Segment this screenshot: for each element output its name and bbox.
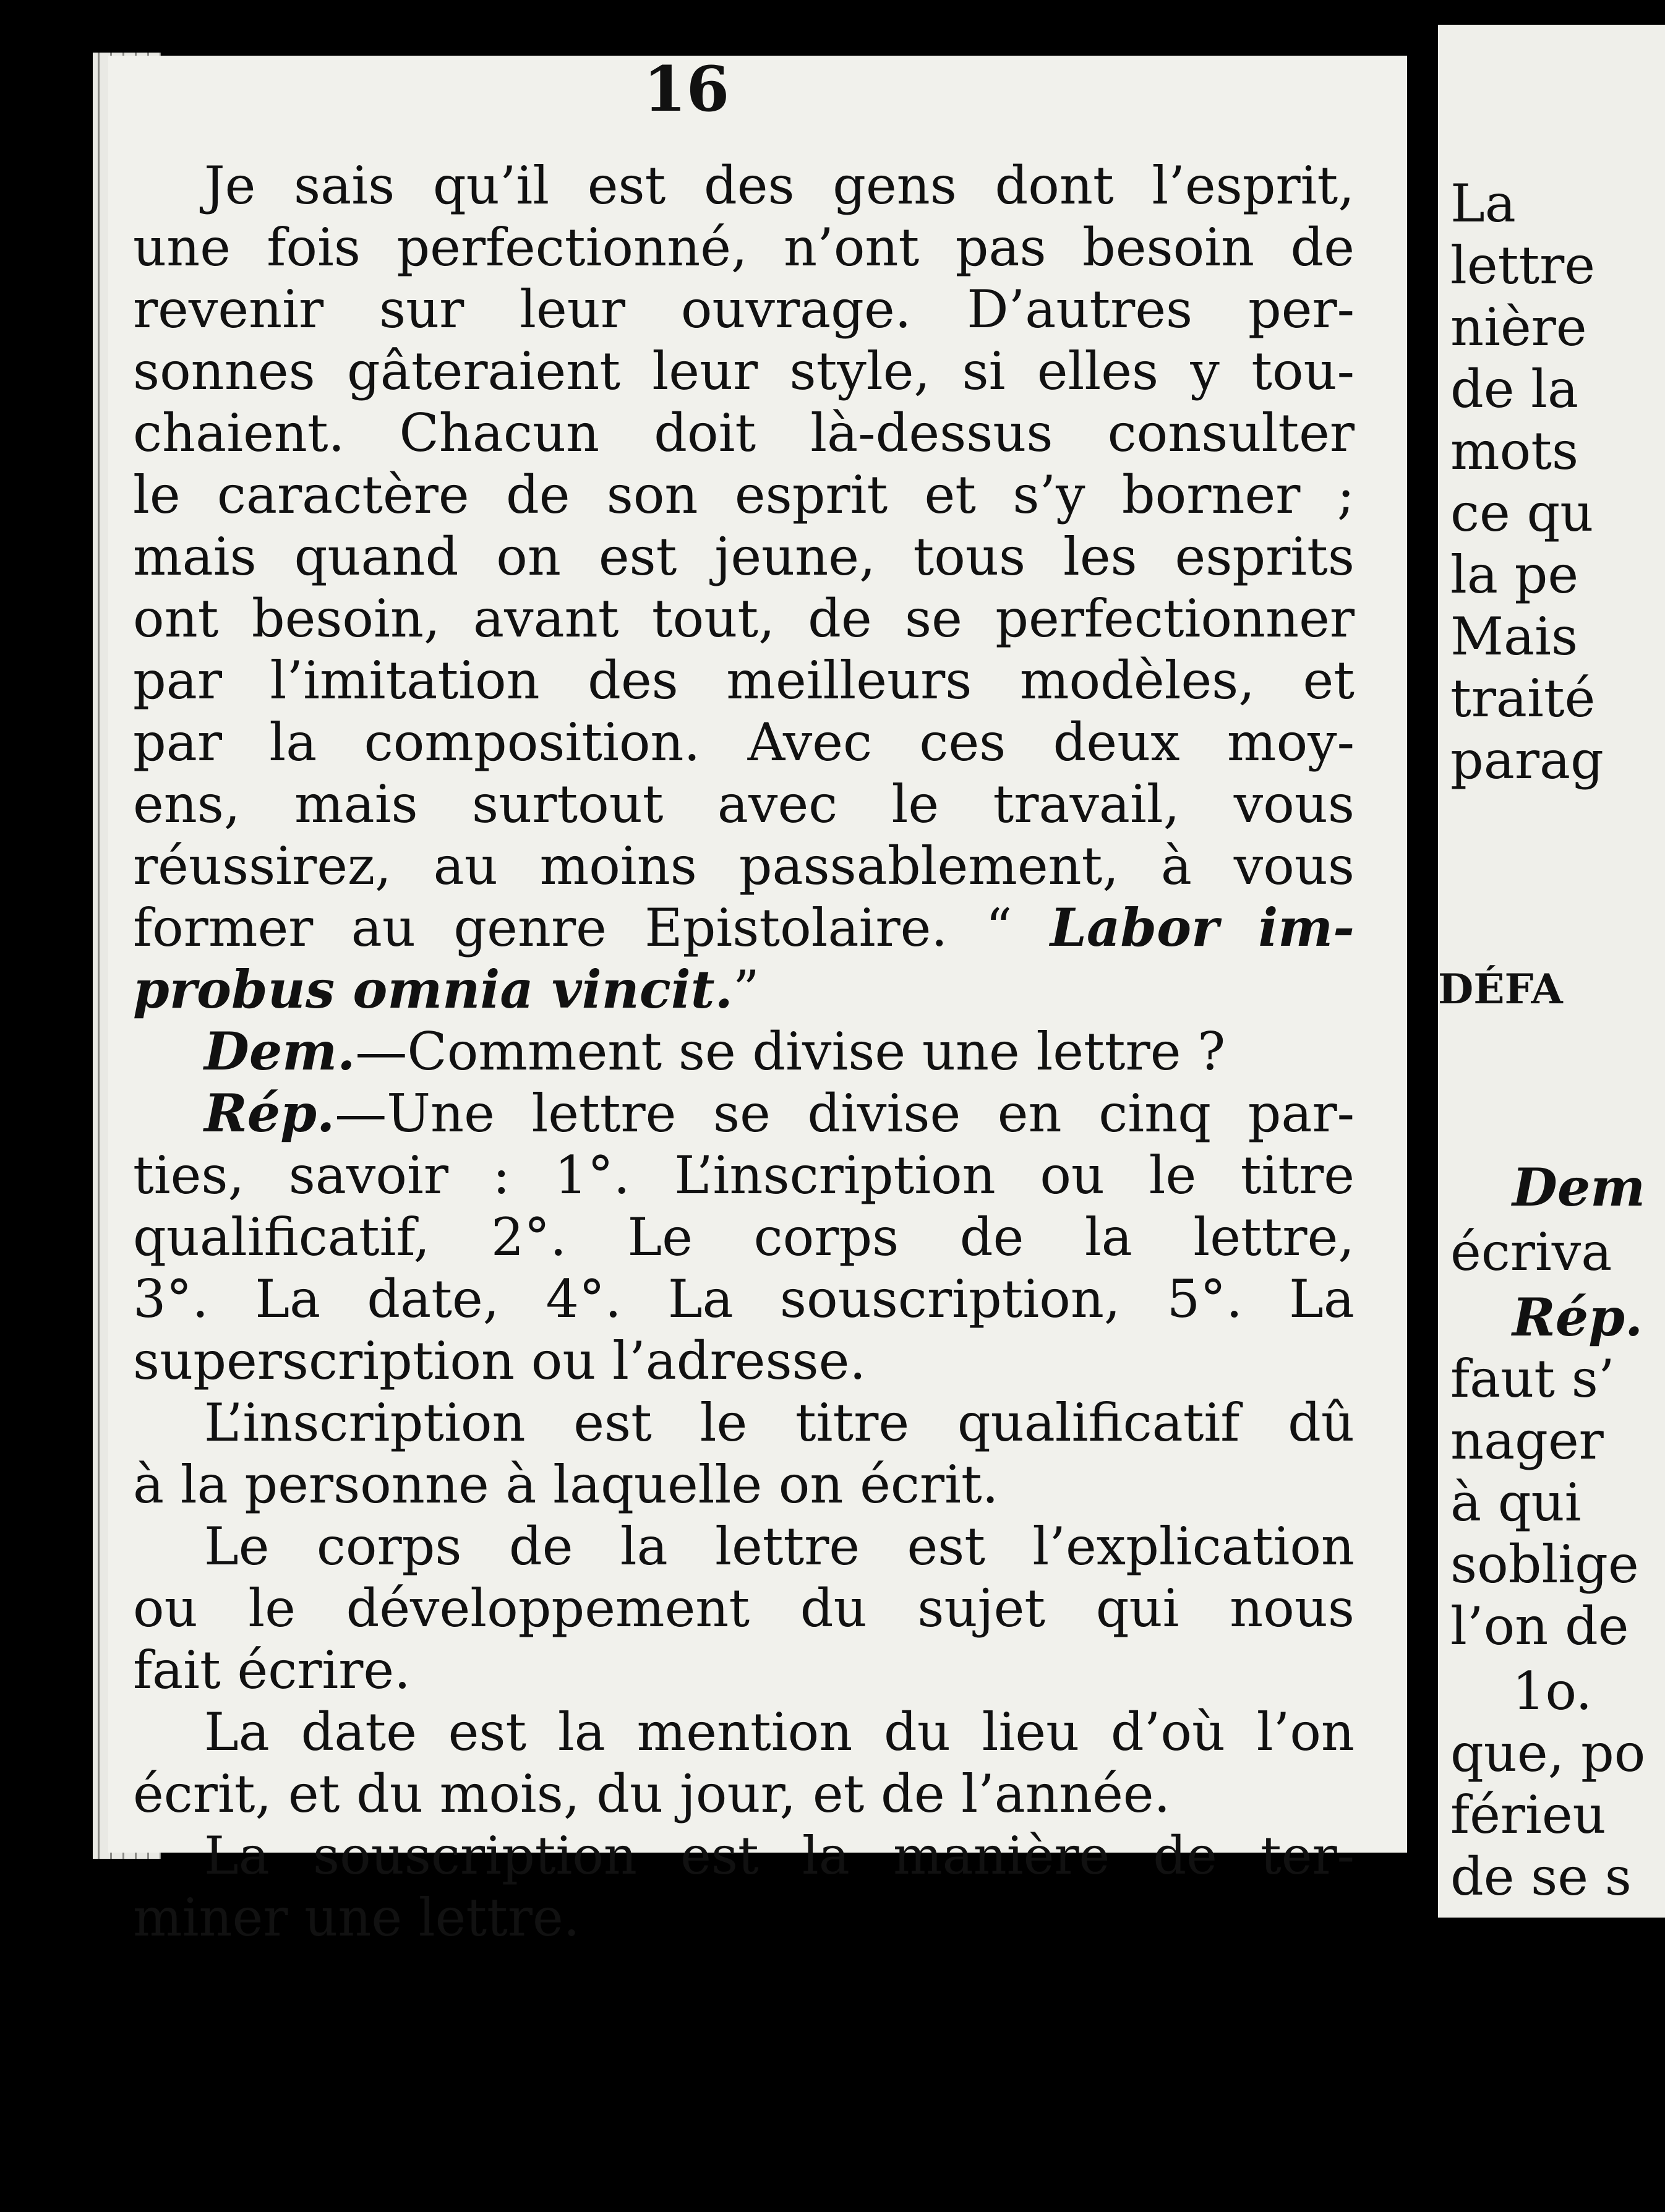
right-page-fragment: Dem (1512, 1157, 1646, 1218)
right-page-fragment: nager (1450, 1410, 1604, 1471)
right-page-fragment: DÉFA (1438, 965, 1563, 1013)
right-page-fragment: écriva (1450, 1222, 1612, 1282)
right-page-fragment: 1o. (1512, 1661, 1593, 1721)
right-page-fragment: la pe (1450, 544, 1579, 605)
text-line: ont besoin, avant tout, de se perfectionner (133, 588, 1355, 649)
text-line: le caractère de son esprit et s’y borner ; (133, 465, 1355, 525)
text-line: sonnes gâteraient leur style, si elles y tou- (133, 341, 1355, 401)
text-line: chaient. Chacun doit là-dessus consulter (133, 403, 1355, 463)
text-line: qualificatif, 2°. Le corps de la lettre, (133, 1207, 1355, 1267)
text-line: fait écrire. (133, 1640, 411, 1700)
text-line: Rép.—Une lettre se divise en cinq par- (204, 1082, 1355, 1144)
text-line: miner une lettre. (133, 1887, 580, 1948)
text-line: Dem.—Comment se divise une lettre ? (204, 1021, 1226, 1082)
text-line: par l’imitation des meilleurs modèles, et (133, 650, 1355, 711)
text-line: par la composition. Avec ces deux moy- (133, 712, 1355, 773)
right-page (1438, 25, 1665, 1918)
text-line: ties, savoir : 1°. L’inscription ou le titre (133, 1145, 1355, 1206)
latin-quote: probus omnia vincit. (133, 959, 733, 1020)
text-line: L’inscription est le titre qualificatif dû (204, 1392, 1355, 1453)
text-line: Je sais qu’il est des gens dont l’esprit, (204, 155, 1355, 216)
right-page-fragment: La (1450, 173, 1516, 234)
right-page-fragment: de se s (1450, 1846, 1632, 1907)
latin-quote: Labor im- (1050, 897, 1355, 958)
text-line: mais quand on est jeune, tous les esprits (133, 526, 1355, 587)
right-page-fragment: Mais (1450, 606, 1578, 667)
right-page-fragment: mots (1450, 421, 1579, 481)
speaker-label: Rép. (204, 1082, 335, 1144)
right-page-fragment: faut s’ (1450, 1348, 1615, 1409)
book-gutter (1407, 0, 1438, 2212)
speaker-label: Dem. (204, 1021, 356, 1082)
right-page-fragment: parag (1450, 730, 1604, 791)
text-line: écrit, et du mois, du jour, et de l’année. (133, 1764, 1171, 1824)
right-page-fragment: que, po (1450, 1723, 1646, 1783)
text-line: ou le développement du sujet qui nous (133, 1578, 1355, 1639)
text-line: réussirez, au moins passablement, à vous (133, 836, 1355, 896)
right-page-fragment: férieu (1450, 1785, 1606, 1845)
text-line: à la personne à laquelle on écrit. (133, 1454, 999, 1515)
text-line: La date est la mention du lieu d’où l’on (204, 1702, 1355, 1762)
page-number: 16 (643, 53, 730, 126)
text-line: former au genre Epistolaire. “ Labor im- (133, 897, 1355, 958)
right-page-fragment: lettre (1450, 235, 1595, 296)
right-page-fragment: ce qu (1450, 482, 1594, 543)
text-line: ens, mais surtout avec le travail, vous (133, 774, 1355, 834)
text-line: une fois perfectionné, n’ont pas besoin de (133, 217, 1355, 278)
right-page-fragment: l’on de (1450, 1596, 1629, 1657)
body-text (133, 155, 1355, 1948)
text-line: superscription ou l’adresse. (133, 1331, 867, 1391)
right-page-fragment: traité (1450, 668, 1596, 729)
right-page-fragment: à qui (1450, 1472, 1582, 1533)
right-page-fragment: soblige (1450, 1534, 1639, 1595)
text-line: revenir sur leur ouvrage. D’autres per- (133, 279, 1355, 340)
right-page-fragment: de la (1450, 359, 1579, 419)
text-line: La souscription est la manière de ter- (204, 1825, 1355, 1886)
right-page-fragment: Rép. (1512, 1287, 1643, 1348)
right-page-fragment: nière (1450, 297, 1587, 358)
text-line: Le corps de la lettre est l’explication (204, 1516, 1355, 1577)
text-line: 3°. La date, 4°. La souscription, 5°. La (133, 1269, 1355, 1329)
text-line: probus omnia vincit.” (133, 959, 760, 1020)
